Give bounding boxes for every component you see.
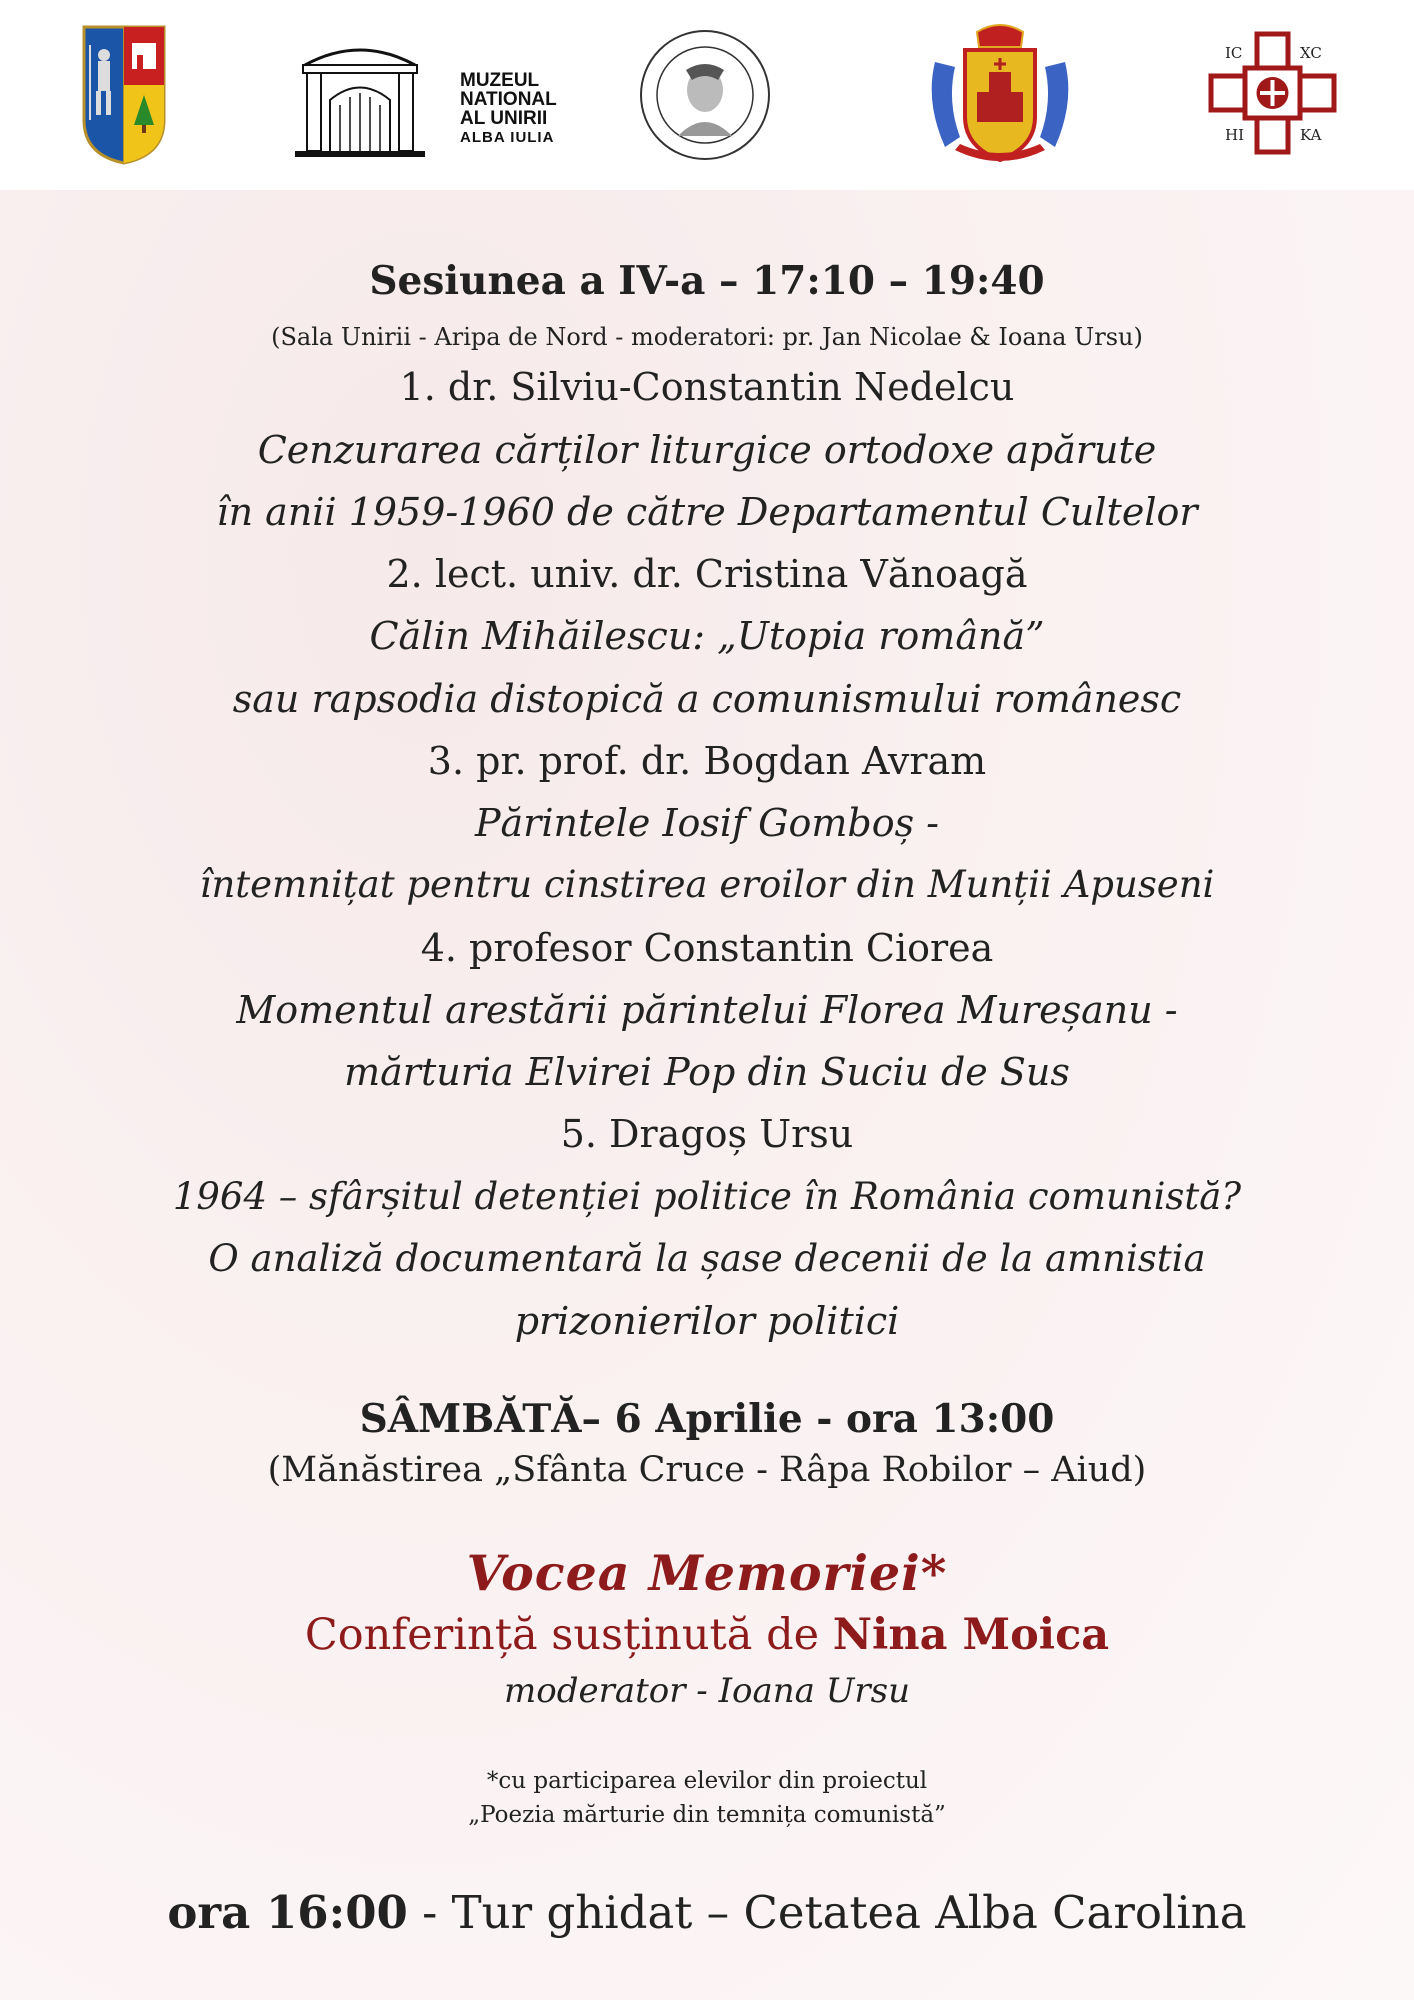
- museum-name: [460, 71, 557, 147]
- museum-logo: [285, 35, 557, 160]
- coat-of-arms-icon: [82, 25, 166, 165]
- talk-title-line: în anii 1959-1960 de către Departamentul Cultelor: [216, 490, 1198, 534]
- talk-title-line: O analiză documentară la șase decenii de la amnistia: [208, 1237, 1206, 1280]
- cross-letter: KA: [1300, 126, 1322, 144]
- tour-line: [0, 1886, 1414, 1939]
- conference-speaker: Nina Moica: [832, 1610, 1110, 1660]
- talk-title-line: Călin Mihăilescu: „Utopia română”: [369, 614, 1045, 658]
- talk-title-line: sau rapsodia distopică a comunismului românesc: [232, 677, 1182, 721]
- talk-speaker: 2. lect. univ. dr. Cristina Vănoagă: [386, 552, 1028, 596]
- talk-title-line: Momentul arestării părintelui Florea Mureșanu -: [236, 988, 1178, 1032]
- talk-speaker: 3. pr. prof. dr. Bogdan Avram: [427, 739, 987, 783]
- talk-title-line: mărturia Elvirei Pop din Suciu de Sus: [344, 1050, 1070, 1094]
- cross-letter: IC: [1225, 44, 1243, 62]
- conference-line-prefix: Conferință susținută de: [304, 1610, 833, 1660]
- talk-speaker: 1. dr. Silviu-Constantin Nedelcu: [399, 365, 1015, 409]
- museum-name-line: NATIONAL: [460, 89, 557, 110]
- talk-title-line: prizonierilor politici: [514, 1299, 900, 1343]
- footnote-line: *cu participarea elevilor din proiectul: [486, 1768, 928, 1794]
- museum-name-line: MUZEUL: [460, 70, 540, 91]
- talk-speaker: 4. profesor Constantin Ciorea: [420, 926, 994, 970]
- cross-letter: XC: [1300, 44, 1322, 62]
- museum-city: ALBA IULIA: [460, 129, 555, 146]
- talk-title-line: Cenzurarea cărților liturgice ortodoxe apărute: [257, 428, 1157, 472]
- saturday-location: (Mănăstirea „Sfânta Cruce - Râpa Robilor – Aiud): [267, 1450, 1147, 1490]
- conference-moderator: moderator - Ioana Ursu: [503, 1671, 910, 1711]
- session-subtitle: (Sala Unirii - Aripa de Nord - moderatori: pr. Jan Nicolae & Ioana Ursu): [271, 323, 1143, 351]
- talk-speaker: 5. Dragoș Ursu: [560, 1112, 854, 1156]
- saturday-title: SÂMBĂTĂ– 6 Aprilie - ora 13:00: [359, 1396, 1055, 1442]
- conference-title: Vocea Memoriei*: [466, 1544, 948, 1602]
- orthodox-cross-icon: [1205, 28, 1340, 158]
- talk-title-line: 1964 – sfârșitul detenției politice în România comunistă?: [172, 1175, 1242, 1218]
- session-title: Sesiunea a IV-a – 17:10 – 19:40: [369, 258, 1045, 304]
- museum-name-line: AL UNIRII: [460, 108, 548, 129]
- tour-time: ora 16:00: [167, 1886, 408, 1939]
- tour-text: - Tur ghidat – Cetatea Alba Carolina: [407, 1886, 1247, 1939]
- logo-header: [0, 0, 1414, 190]
- talk-title-line: întemnițat pentru cinstirea eroilor din Munții Apuseni: [199, 863, 1215, 906]
- bicentenary-medallion-icon: [638, 28, 772, 162]
- conference-line: [0, 1610, 1414, 1660]
- talk-title-line: Părintele Iosif Gomboș -: [474, 801, 940, 845]
- museum-building-icon: [285, 35, 435, 160]
- footnote-line: „Poezia mărturie din temnița comunistă”: [468, 1802, 946, 1828]
- cross-letter: HI: [1225, 126, 1245, 144]
- archdiocese-crest-icon: [925, 22, 1075, 167]
